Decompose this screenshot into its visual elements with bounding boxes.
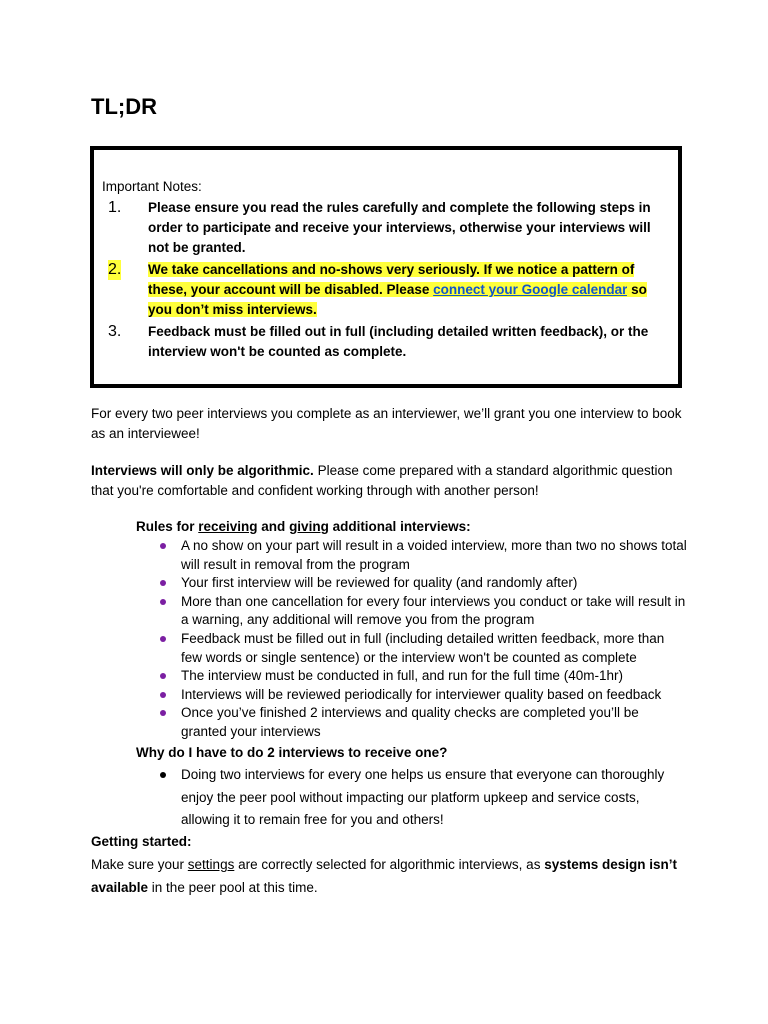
gs-text-post: in the peer pool at this time. <box>148 879 318 895</box>
note-text: Feedback must be filled out in full (including detailed written feedback), or the interview won't be counted as complete. <box>148 324 649 359</box>
gs-text-bold: systems design isn’t available <box>91 857 678 895</box>
algorithmic-paragraph <box>91 461 691 501</box>
why-item: Doing two interviews for every one helps us ensure that everyone can thoroughly enjoy the peer pool without impacting our platform upkeep and service costs, allowing it to remain free for you and others! <box>158 764 688 832</box>
rule-item: Interviews will be reviewed periodically for interviewer quality based on feedback <box>158 686 688 705</box>
rules-heading-and: and <box>257 519 290 534</box>
rule-item: The interview must be conducted in full, and run for the full time (40m-1hr) <box>158 667 688 686</box>
note-number: 1. <box>108 199 122 216</box>
rules-heading-post: additional interviews: <box>328 519 471 534</box>
rule-item: Once you’ve finished 2 interviews and quality checks are completed you’ll be granted your interviews <box>158 704 688 741</box>
note-text: Please ensure you read the rules carefully and complete the following steps in order to participate and receive your interviews, otherwise your interviews will not be granted. <box>148 200 651 255</box>
rule-item: Your first interview will be reviewed for quality (and randomly after) <box>158 574 688 593</box>
algorithmic-text: Please come prepared with a standard algorithmic question that you're comfortable and confident working through with another person! <box>91 463 673 498</box>
rule-item: A no show on your part will result in a voided interview, more than two no shows total will result in removal from the program <box>158 537 688 574</box>
algorithmic-bold: Interviews will only be algorithmic. <box>91 463 314 478</box>
gs-text-pre: Make sure your <box>91 857 188 872</box>
note-number: 3. <box>108 323 122 340</box>
rules-heading <box>136 517 471 537</box>
note-text <box>148 260 674 320</box>
important-notes-box <box>90 146 682 388</box>
getting-started-text <box>91 854 691 899</box>
gs-text-mid: are correctly selected for algorithmic interviews, as <box>234 857 545 872</box>
intro-paragraph: For every two peer interviews you complete as an interviewer, we’ll grant you one interview to book as an interviewee! <box>91 406 682 441</box>
note-text-highlight-end: so you don’t miss interviews. <box>148 282 647 317</box>
why-heading: Why do I have to do 2 interviews to receive one? <box>136 745 448 760</box>
rules-heading-pre: Rules for <box>136 519 199 534</box>
page-title: TL;DR <box>91 94 157 119</box>
getting-started-heading: Getting started: <box>91 834 192 849</box>
settings-link[interactable]: settings <box>187 857 235 872</box>
rules-heading-giving: giving <box>289 519 329 534</box>
important-notes-heading: Important Notes: <box>102 179 202 194</box>
rule-item: Feedback must be filled out in full (including detailed written feedback, more than few words or single sentence) or the interview won't be counted as complete <box>158 630 688 667</box>
rule-item: More than one cancellation for every four interviews you conduct or take will result in a warning, any additional will remove you from the program <box>158 593 688 630</box>
rules-heading-receiving: receiving <box>198 519 258 534</box>
google-calendar-link[interactable]: connect your Google calendar <box>433 282 628 297</box>
note-number: 2. <box>108 261 122 278</box>
rules-list <box>158 537 688 742</box>
note-text-highlight: We take cancellations and no-shows very seriously. If we notice a pattern of these, your account will be disabled. Please <box>148 262 635 297</box>
